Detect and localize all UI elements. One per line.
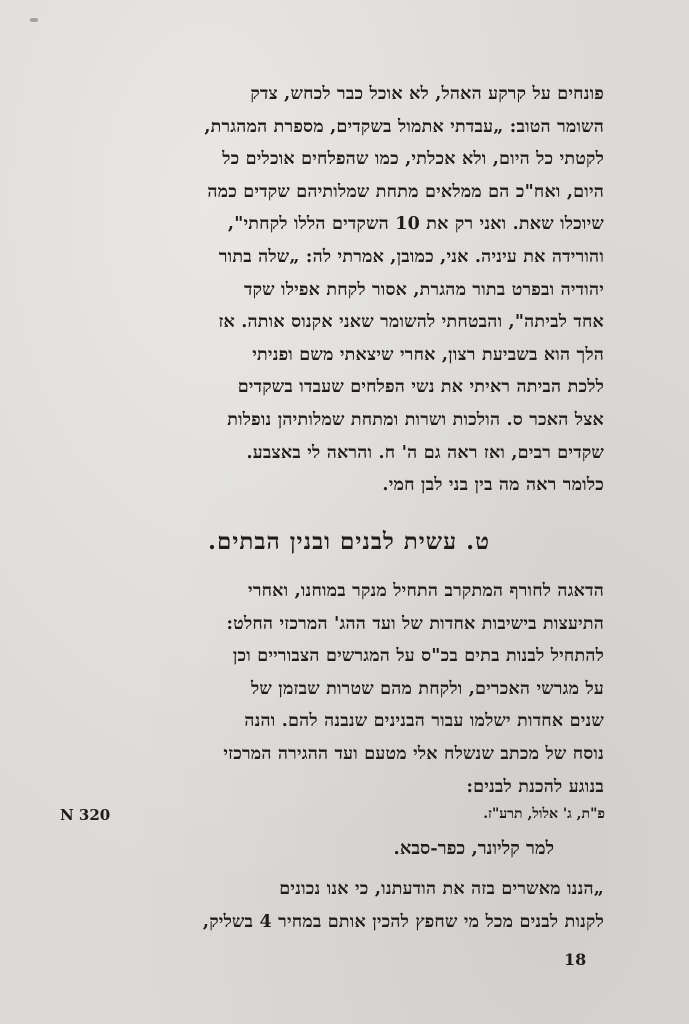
text-line: הדאגה לחורף המתקרב התחיל מנקר במוחנו, ואחרי <box>248 581 604 601</box>
text-line: השומר הטוב: „עבדתי אתמול בשקדים, מספרת המהגרת, <box>204 116 604 137</box>
paragraph-1 <box>94 78 604 502</box>
page-number: 18 <box>564 950 587 969</box>
text-line: התיעצות בישיבות אחדות של ועד ההג' המרכזי החלט: <box>226 613 604 634</box>
letter-reference-number: N 320 <box>60 806 111 824</box>
text-line: פונחים על קרקע האהל, לא אוכל כבר לכחש, צדק <box>250 84 604 104</box>
text-line: „הננו מאשרים בזה את הודעתנו, כי אנו נכונים <box>279 879 604 899</box>
text-line: לקנות לבנים מכל מי שחפץ להכין אותם במחיר 4 בשליק, <box>202 911 604 932</box>
text-line: יהודיה ובפרט בתור מהגרת, אסור לקחת אפילו שקד <box>243 279 604 300</box>
text-line: היום, ואח"כ הם ממלאים מתחת שמלותיהם שקדים כמה <box>207 181 604 202</box>
paragraph-2 <box>94 575 604 803</box>
text-line: ללכת הביתה ראיתי את נשי הפלחים שעבדו בשקדים <box>237 377 604 398</box>
letter-addressee: למר קליונר, כפר-סבא. <box>393 838 554 859</box>
text-line: להתחיל לבנות בתים בכ"ס על המגרשים הצבוריים וכן <box>232 646 604 667</box>
text-line: נוסח של מכתב שנשלח אלי מטעם ועד ההגירה המרכזי <box>223 743 604 764</box>
letter-dateline <box>60 806 605 823</box>
text-line: והורידה את עיניה. אני, כמובן, אמרתי לה: „שלה בתור <box>218 246 604 267</box>
paragraph-3 <box>94 873 604 938</box>
text-line: בנוגע להכנת לבנים: <box>466 776 604 797</box>
text-line: שיוכלו שאת. ואני רק את 10 השקדים הללו לקחתי", <box>227 214 604 235</box>
text-line: לקטתי כל היום, ולא אכלתי, כמו שהפלחים אוכלים כל <box>222 149 604 170</box>
text-line: אחד לביתה", והבטחתי להשומר שאני אקנוס אותה. אז <box>218 312 604 333</box>
text-line: כלומר ראה מה בין בני לבן חמי. <box>382 475 604 496</box>
text-line: שנים אחדות ישלמו עבור הבנינים שנבנה להם. והנה <box>244 711 604 732</box>
text-line: שקדים רבים, ואז ראה גם ה' ח. והראה לי באצבע. <box>246 442 604 463</box>
paper-speck <box>30 18 38 22</box>
text-line: על מגרשי האכרים, ולקחת מהם שטרות שבזמן של <box>251 678 604 699</box>
text-line: הלך הוא בשביעת רצון, אחרי שיצאתי משם ופניתי <box>252 344 604 365</box>
section-heading: ט. עשית לבנים ובנין הבתים. <box>207 528 491 555</box>
letter-date: פ"ת, ג' אלול, תרע"ז. <box>483 806 605 822</box>
text-line: אצל האכר ס. הולכות ושרות ומתחת שמלותיהן נופלות <box>227 409 604 430</box>
